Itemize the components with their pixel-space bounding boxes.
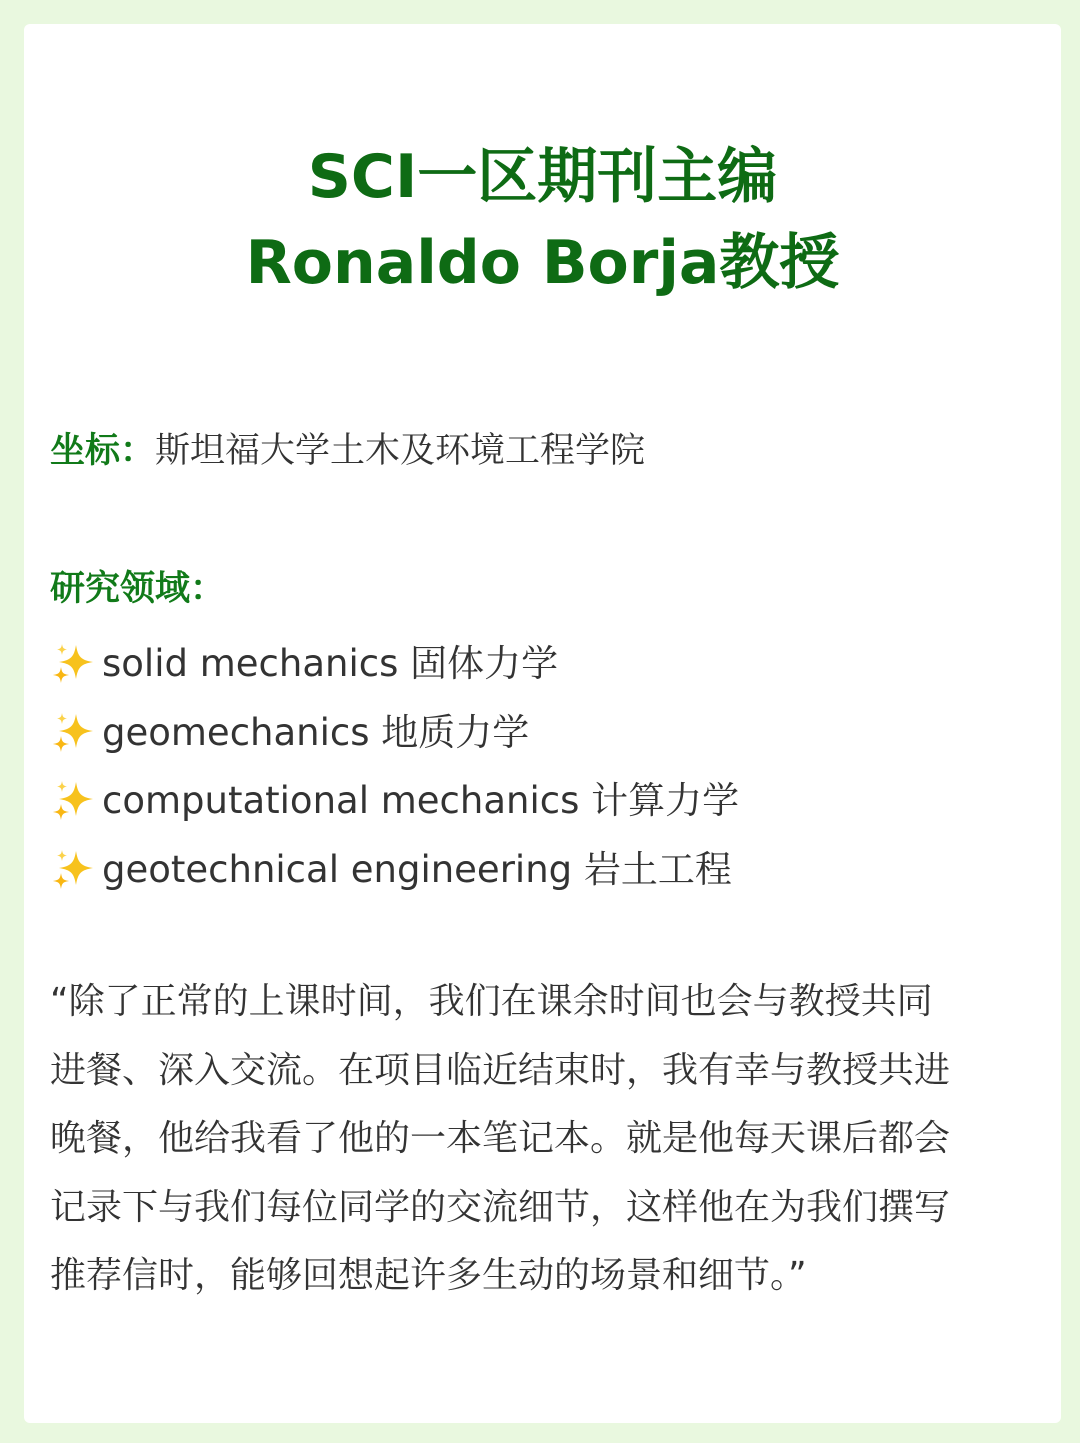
title-line-2: Ronaldo Borja教授 [245,228,840,298]
research-field-item [50,699,739,768]
location-row [50,426,645,476]
location-value: 斯坦福大学土木及环境工程学院 [155,431,646,471]
sparkles-icon [50,847,96,893]
quote-line: 推荐信时，能够回想起许多生动的场景和细节。” [50,1255,807,1296]
research-field-text: solid mechanics 固体力学 [102,642,559,686]
research-field-item [50,836,739,905]
quote-line: 进餐、深入交流。在项目临近结束时，我有幸与教授共进 [50,1049,951,1091]
research-field-item [50,630,739,699]
quote-line: “除了正常的上课时间，我们在课余时间也会与教授共同 [50,981,933,1022]
sparkles-icon [50,778,96,824]
content-card [24,24,1061,1423]
research-field-item [50,767,739,836]
research-field-text: geomechanics 地质力学 [102,710,530,754]
sparkles-icon [50,641,96,687]
location-label: 坐标： [50,431,156,471]
title-line-1: SCI一区期刊主编 [307,142,778,212]
quote-line: 晚餐，他给我看了他的一本笔记本。就是他每天课后都会 [50,1118,951,1159]
page-title [24,134,1061,306]
research-fields-label: 研究领域： [50,569,226,609]
quote-line: 记录下与我们每位同学的交流细节，这样他在为我们撰写 [50,1186,951,1228]
research-field-text: computational mechanics 计算力学 [102,779,740,823]
quote-paragraph [50,968,1040,1311]
sparkles-icon [50,710,96,756]
research-fields-list [50,630,739,904]
research-field-text: geotechnical engineering 岩土工程 [102,847,732,891]
